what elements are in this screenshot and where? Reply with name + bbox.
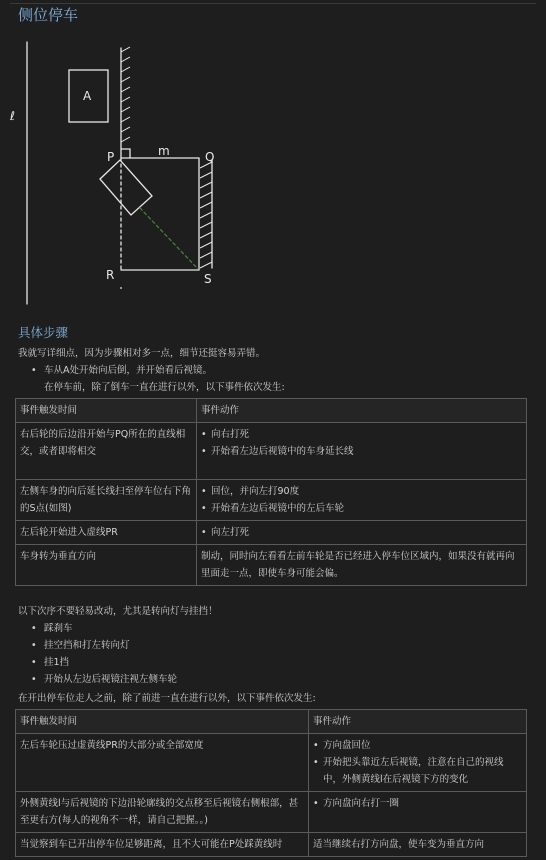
header-trigger: 事件触发时间: [16, 399, 197, 423]
label-r: R: [106, 268, 115, 282]
list-item: • 车从A处开始向后倒，并开始看后视镜。: [18, 362, 212, 379]
action-cell: [197, 423, 527, 480]
action-item: • 方向盘回位: [313, 737, 522, 754]
top-divider: [10, 3, 536, 4]
warning-note: 以下次序不要轻易改动，尤其是转向灯与挂挡！: [18, 606, 218, 617]
header-action: 事件动作: [309, 710, 527, 734]
action-item: • 回位，并向左打90度: [201, 483, 522, 500]
action-item: • 开始把头靠近左后视镜，注意在自己的视线中，外侧黄线l在后视镜下方的变化: [313, 754, 522, 788]
header-trigger: 事件触发时间: [16, 710, 309, 734]
exit-steps-table: [15, 709, 527, 857]
trigger-cell: 左侧车身的向后延长线扫至停车位右下角的S点(如图): [16, 480, 197, 521]
right-angle-mark: [121, 149, 130, 158]
table-row: [16, 480, 527, 521]
intro-text: 我就写详细点，因为步骤相对多一点，细节还挺容易弄错。: [18, 348, 266, 359]
trigger-cell: 左后轮开始进入虚线PR: [16, 521, 197, 545]
action-item: • 方向盘向右打一圈: [313, 795, 522, 812]
curb-hatch-right: [200, 162, 212, 268]
table-row: [16, 734, 527, 792]
action-item: • 开始看左边后视镜中的车身延长线: [201, 443, 522, 460]
parking-steps-table: [15, 398, 527, 586]
reversing-car: [100, 160, 152, 215]
table-row: [16, 833, 527, 857]
car-extension-line: [140, 208, 198, 269]
action-cell: [309, 792, 527, 833]
action-cell: [309, 734, 527, 792]
page-title: 侧位停车: [18, 6, 79, 24]
action-cell: [197, 480, 527, 521]
point-dot: [120, 287, 122, 289]
list-item: • 挂1挡: [18, 654, 177, 671]
label-a: A: [83, 89, 92, 103]
parking-condition: 在停车前，除了倒车一直在进行以外，以下事件依次发生:: [44, 382, 285, 393]
trigger-cell: 当觉察到车已开出停车位足够距离，且不大可能在P处踩黄线时: [16, 833, 309, 857]
list-step1: [18, 362, 212, 379]
list-item: • 开始从左边后视镜注视左侧车轮: [18, 671, 177, 688]
trigger-cell: 左后车轮压过虚黄线PR的大部分或全部宽度: [16, 734, 309, 792]
action-text: 制动，同时向左看看左前车轮是否已经进入停车位区域内，如果没有就再向里面走一点，即使车身可能会偏。: [201, 551, 515, 579]
curb-hatch-left: [121, 47, 130, 142]
trigger-cell: 右后轮的后边沿开始与PQ所在的直线相交，或者即将相交: [16, 423, 197, 480]
table-header-row: [16, 399, 527, 423]
action-cell: [197, 545, 527, 586]
parking-diagram: [0, 36, 240, 316]
section-title: 具体步骤: [18, 325, 69, 340]
table-row: [16, 792, 527, 833]
trigger-cell: 外侧黄线l与后视镜的下边沿轮廓线的交点移至后视镜右侧根部，甚至更右方(每人的视角不一样，请自己把握。。): [16, 792, 309, 833]
table-row: [16, 521, 527, 545]
action-item: • 开始看左边后视镜中的左后车轮: [201, 500, 522, 517]
action-cell: [197, 521, 527, 545]
table-row: [16, 545, 527, 586]
exit-condition: 在开出停车位走人之前，除了前进一直在进行以外，以下事件依次发生:: [18, 693, 316, 704]
action-cell: [309, 833, 527, 857]
header-action: 事件动作: [197, 399, 527, 423]
list-item: • 挂空挡和打左转向灯: [18, 637, 177, 654]
label-q: Q: [205, 150, 215, 164]
action-item: • 向左打死: [201, 524, 522, 541]
label-m: m: [158, 144, 170, 158]
action-text: 适当继续右打方向盘，使车变为垂直方向: [313, 839, 485, 850]
label-l: ℓ: [10, 109, 15, 123]
table-header-row: [16, 710, 527, 734]
label-p: P: [107, 150, 115, 164]
label-s: S: [204, 272, 212, 286]
action-item: • 向右打死: [201, 426, 522, 443]
list-item: • 踩刹车: [18, 620, 177, 637]
table-row: [16, 423, 527, 480]
list-preparation: [18, 620, 177, 688]
trigger-cell: 车身转为垂直方向: [16, 545, 197, 586]
